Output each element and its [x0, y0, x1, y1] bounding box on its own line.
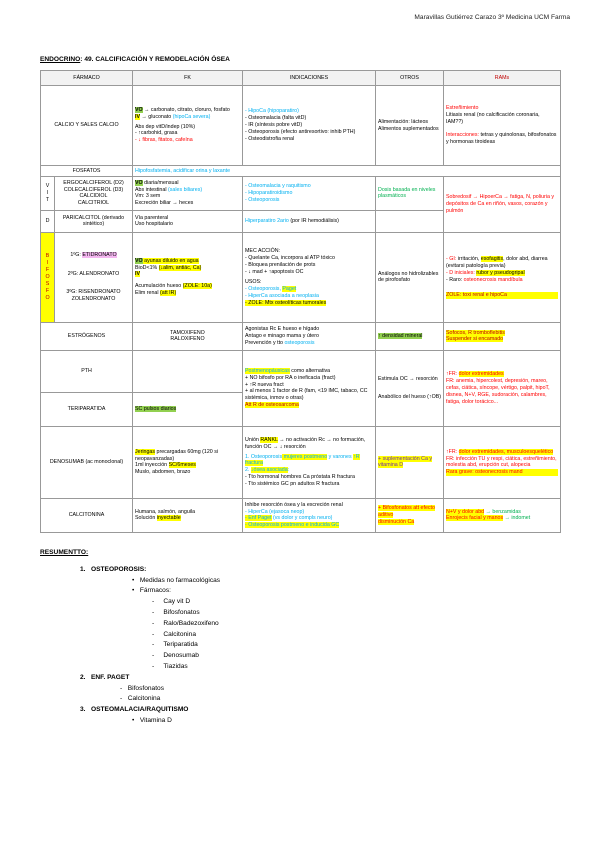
- fk-text: Excreción biliar → heces: [135, 200, 194, 207]
- sub-item: • Fármacos:: [132, 587, 171, 595]
- row-calcio: [41, 86, 561, 166]
- ind-text: Inhibe resorción ósea y la excreción renal: [245, 501, 343, 508]
- drug-name: COLECALCIFEROL (D3): [63, 186, 124, 193]
- ram-text: Sofocos, R tromboflebitis: [446, 329, 505, 336]
- fk-text: 1ml inyección: [135, 462, 169, 469]
- ind-text: - HiperCa asociada a neoplasia: [245, 292, 319, 299]
- ram-text: FR: infección TU y respi, ciática, estreñimiento, molestia abd, erupción cut, alopecia: [446, 455, 557, 469]
- title-rest: : 49. CALCIFICACIÓN Y REMODELACIÓN ÓSEA: [80, 56, 230, 63]
- fk-text: Humana, salmón, anguila: [135, 508, 196, 515]
- ind-text: - ZOLE:: [245, 299, 266, 306]
- ind-text: - IR (síntesis pobre vitD): [245, 122, 303, 129]
- otros-vitd: Dosis basada en niveles plasmáticos: [376, 176, 444, 210]
- fk-vitd: [133, 176, 243, 210]
- ram-text: ZOLE: toxi renal e hipoCa: [446, 292, 558, 299]
- fk-text: Abs dep vitD/indep (10%): [135, 123, 196, 130]
- ram-text: Rara grave:: [446, 469, 476, 476]
- ind-text: Agonistas Rc E hueso e hígado: [245, 326, 320, 333]
- ind-text: - Tto sistémico GC pn adultos R fractura: [245, 481, 340, 488]
- ram-text: dolor extremidades: [458, 371, 504, 378]
- vit-letters: [41, 176, 55, 210]
- ind-text: Postmenopáusicas: [245, 367, 290, 374]
- fk-text: BioD<1%: [135, 264, 159, 271]
- row-denosumab: [41, 426, 561, 498]
- ind-text: - Osteomalacia y raquitismo: [245, 183, 311, 190]
- fk-text: IV: [135, 113, 141, 120]
- fk-text: Elim renal: [135, 290, 161, 297]
- ram-text: esofagitis: [480, 256, 504, 263]
- ind-text: 2.: [245, 467, 251, 474]
- ind-text: como alternativa: [289, 367, 331, 374]
- summary-item-osteoporosis: [40, 565, 220, 576]
- ram-text: Enrojecis facial y manos: [446, 515, 504, 522]
- otros-text: Alimentos suplementados: [378, 125, 439, 132]
- sub-item: - Bifosfonatos: [120, 684, 164, 692]
- fk-text: Jeringas: [135, 448, 156, 455]
- rams-calcitonina: [444, 498, 561, 532]
- fk-text: - ↑carbohid, grasa: [135, 130, 178, 137]
- fk-text: - ↓ fibras, fitatos, cafeína: [135, 137, 193, 144]
- drug-text: Teriparatida: [163, 641, 198, 649]
- sub-text: Calcitonina: [127, 695, 161, 703]
- ram-text: - D iniciales:: [446, 269, 477, 276]
- fk-text: (sales biliares): [167, 186, 203, 193]
- otros-paricalcitol: [376, 210, 444, 232]
- ind-text: mujeres postmeno: [282, 453, 328, 460]
- ind-text: - Osteoporosis,: [245, 285, 283, 292]
- ind-denosumab: [243, 426, 376, 498]
- fk-text: (hipoCa severa): [172, 113, 211, 120]
- sub-item: • Medidas no farmacológicas: [132, 576, 221, 584]
- ind-text: Unión: [245, 436, 261, 443]
- item-number: 2.: [80, 673, 86, 681]
- otros-text: + Bifosfonatos att efecto aditivo: [378, 505, 435, 518]
- ind-text: - HiperCa (ejasoca neop): [245, 508, 305, 515]
- farmaco-denosumab: DENOSUMAB (ac monoclonal): [41, 426, 133, 498]
- ind-text: - Osteoporosis: [245, 196, 280, 203]
- summary-section: [40, 548, 220, 727]
- letter: B: [45, 253, 50, 260]
- ind-text: Paget: [282, 285, 297, 292]
- summary-heading: RESUMENTTO:: [40, 549, 89, 556]
- item-title: OSTEOPOROSIS:: [91, 565, 147, 573]
- farmaco-vitd: [55, 176, 133, 210]
- ind-text: y varones: [327, 453, 354, 460]
- sub-text: Bifosfonatos: [127, 684, 164, 692]
- rams-denosumab: [444, 426, 561, 498]
- fk-teriparatida: [133, 392, 243, 426]
- drug-item: - Bifosfonatos: [152, 608, 200, 616]
- col-header-fk: FK: [133, 71, 243, 86]
- ind-text: + al menos 1 factor de R (fam, <19 IMC, tabaco, CC sistémica, inmov o otras): [245, 388, 368, 402]
- gen-label: 3ºG: RISENDRONATO: [66, 289, 121, 296]
- otros-text: + suplementación Ca y vitamina D: [378, 455, 433, 469]
- ind-text: (vs dolor y compls neuro): [271, 515, 333, 522]
- summary-item-osteomalacia: [40, 705, 220, 716]
- fk-text: inyectable: [156, 515, 181, 522]
- ram-text: Estreñimiento: [446, 105, 479, 112]
- farmaco-calcitonina: CALCITONINA: [41, 498, 133, 532]
- col-header-indicaciones: INDICACIONES: [243, 71, 376, 86]
- document-title: [40, 56, 230, 63]
- ram-text: dolor extremidades, musculoesquelético: [458, 448, 554, 455]
- drug-name: CALCIDIOL: [79, 193, 108, 200]
- ind-text: Mtx osteolíticas tumorales: [265, 299, 327, 306]
- ind-text: ↑R fractura: [245, 453, 360, 467]
- rams-calcio: [444, 86, 561, 166]
- fk-text: Uso hospitalario: [135, 221, 173, 228]
- otros-denosumab: [376, 426, 444, 498]
- fk-text: Vm: 3 sem: [135, 193, 161, 200]
- drug-text: Ralo/Badezoxifeno: [163, 619, 219, 627]
- gen-drug: ETIDRONATO: [82, 251, 117, 258]
- drug-name: TAMOXIFENO: [170, 329, 205, 336]
- letter: I: [46, 260, 49, 267]
- ram-text: irritación,: [456, 256, 481, 263]
- drug-item: - Teriparatida: [152, 641, 198, 649]
- ram-text: N+V y dolor abd: [446, 508, 485, 515]
- fk-text: precargadas 60mg (120 si neopavanzadas): [135, 448, 219, 462]
- page-header: Maravillas Gutiérrez Carazo 3º Medicina UCM Farma: [414, 14, 570, 21]
- ind-text: Att R de osteosarcoma: [245, 402, 299, 409]
- fk-text: diaria/mensual: [142, 179, 179, 186]
- ind-text: + NO bifosfo por RA o ineficacia (fract): [245, 374, 336, 381]
- ind-text: Hiperparatiro 2ario: [245, 217, 291, 224]
- letter: F: [45, 267, 50, 274]
- vit-letter-d: D: [41, 210, 55, 232]
- ind-text: - Osteomalacia (falta vitD): [245, 115, 307, 122]
- fk-text: Muslo, abdomen, brazo: [135, 469, 191, 476]
- title-prefix: ENDOCRINO: [40, 56, 81, 63]
- ram-text: Suspender si encamado: [446, 336, 504, 343]
- ind-text: + ↑R nueva fract: [245, 381, 284, 388]
- ram-text: Interacciones:: [446, 131, 479, 138]
- drug-name: ERGOCALCIFEROL (D2): [63, 179, 124, 186]
- drug-item: - Denosumab: [152, 652, 199, 660]
- ind-bifosfonatos: [243, 232, 376, 322]
- otros-pth: [376, 350, 444, 426]
- otros-calcitonina: [376, 498, 444, 532]
- fk-text: IV: [135, 271, 141, 278]
- drug-item: - Tiazidas: [152, 662, 188, 670]
- drugs-table: [40, 70, 561, 533]
- fk-denosumab: [133, 426, 243, 498]
- otros-text: disminución Ca: [378, 518, 415, 525]
- farmaco-pth: PTH: [41, 350, 133, 392]
- ind-calcio: [243, 86, 376, 166]
- drug-text: Bifosfonatos: [163, 608, 200, 616]
- row-pth: [41, 350, 561, 392]
- farmaco-paricalcitol: PARICALCITOL (derivado sintético): [55, 210, 133, 232]
- otros-text: Anabólico del hueso (↑OB): [378, 394, 442, 401]
- ram-text: FR: anemia, hipercolest, depresión, mareo, cefas, ciática, síncope, vértigo, palpit, hipoT, disnea, N+V, RGE, sudoración, calambres, fatiga, dolor torácico...: [446, 378, 550, 405]
- col-header-otros: OTROS: [376, 71, 444, 86]
- ind-text: - Bloquea prenilación de prots: [245, 262, 316, 269]
- fk-text: SC/6meses: [168, 462, 196, 469]
- ind-text: - Osteoporosis postmeno e inducida GC: [245, 522, 340, 529]
- drug-text: Cay vit D: [163, 598, 191, 606]
- row-bifosfonatos: [41, 232, 561, 322]
- ind-text: - Tto hormonal hombres Ca próstata R fractura: [245, 474, 356, 481]
- ind-text: Osteoporosis: [250, 453, 283, 460]
- fk-text: → gluconato: [140, 113, 173, 120]
- otros-text: ↑ densidad mineral: [378, 332, 423, 339]
- rams-estrogenos: [444, 322, 561, 350]
- fk-text: (↓alim, antiác, Ca): [158, 264, 202, 271]
- row-estrogenos: [41, 322, 561, 350]
- rams-vitd: Sobredosif → HipoerCa → fatiga, N, poliuria y depósitos de Ca en riñón, vasos, corazón y pulmón: [444, 176, 561, 232]
- fk-text: Vía parenteral: [135, 214, 169, 221]
- ram-text: ↑FR:: [446, 448, 459, 455]
- fk-calcio: [133, 86, 243, 166]
- ram-text: tetras y quinolonas, bifosfonatos y hormonas tiroideas: [446, 131, 557, 145]
- otros-calcio: [376, 86, 444, 166]
- fk-text: → carbonato, citrato, cloruro, fosfato: [142, 106, 230, 113]
- ind-text: osteoporosis: [284, 339, 315, 346]
- rams-bifosfonatos: [444, 232, 561, 322]
- gen-drug: ZOLENDRONATO: [71, 296, 116, 303]
- summary-item-paget: [40, 673, 220, 684]
- drug-item: - Calcitonina: [152, 630, 196, 638]
- farmaco-fosfatos: FOSFATOS: [41, 166, 133, 177]
- drug-text: Calcitonina: [163, 630, 196, 638]
- letter: T: [45, 196, 50, 203]
- ind-text: - Quelante Ca, incorpora al ATP tóxico: [245, 255, 335, 262]
- fk-paricalcitol: [133, 210, 243, 232]
- col-header-rams: RAMs: [444, 71, 561, 86]
- drug-item: - Ralo/Badezoxifeno: [152, 619, 219, 627]
- fk-text: Acumulación hueso: [135, 283, 183, 290]
- bifosf-letters: [41, 232, 55, 322]
- fk-text: Abs intestinal: [135, 186, 168, 193]
- letter: F: [45, 287, 50, 294]
- table-header-row: [41, 71, 561, 86]
- item-number: 3.: [80, 706, 86, 714]
- drug-name: RALOXIFENO: [170, 336, 205, 343]
- sub-item: - Calcitonina: [120, 695, 161, 703]
- otros-estrogenos: [376, 322, 444, 350]
- ram-text: rubor y pseudogripal: [476, 269, 525, 276]
- sub-text: Medidas no farmacológicas: [139, 576, 221, 584]
- ind-text: - Enf Paget: [245, 515, 272, 522]
- ind-text: USOS:: [245, 278, 262, 285]
- ind-text: - HipoCa (hipoparatiro): [245, 108, 299, 115]
- ind-text: :: [287, 467, 290, 474]
- ind-text: - Osteoporosis (efecto antiresortivo: inhib PTH): [245, 128, 356, 135]
- item-number: 1.: [80, 565, 86, 573]
- letter: V: [45, 183, 50, 190]
- ind-text: (por IR hemodiálisis): [290, 217, 339, 224]
- farmaco-bifosfonatos: [55, 232, 133, 322]
- ind-text: Prevención y tto: [245, 339, 285, 346]
- ind-text: Antago e minago mama y útero: [245, 332, 319, 339]
- ind-text: - Osteodistrofia renal: [245, 135, 295, 142]
- ram-text: osteonecrosis mandíbula: [463, 276, 523, 283]
- fk-pth: [133, 350, 243, 392]
- ram-text: Litiasis renal (no calcificación coronaria, IAM??): [446, 112, 540, 126]
- ind-text: - Hipoparatiroidismo: [245, 189, 293, 196]
- fk-text: (ZOLE: 10a): [182, 283, 212, 290]
- fk-text: VO: [135, 257, 143, 264]
- ind-text: MEC ACCIÓN:: [245, 248, 281, 255]
- rams-pth: [444, 350, 561, 426]
- ind-text: - ↓ mad + ↑apoptosis OC: [245, 269, 304, 275]
- letter: S: [45, 280, 50, 287]
- fk-text: SC pulsos diarios: [135, 405, 177, 412]
- ind-text: 1.: [245, 453, 251, 460]
- ind-text: → no activación Rc → no formación, función OC → ↓ resorción: [245, 436, 366, 450]
- col-header-farmaco: FÁRMACO: [41, 71, 133, 86]
- drug-item: - Cay vit D: [152, 598, 191, 606]
- fk-text: VO: [135, 106, 143, 113]
- row-vitd: [41, 176, 561, 210]
- sub-text: Fármacos:: [139, 587, 171, 595]
- row-calcitonina: [41, 498, 561, 532]
- gen-label: 1ºG:: [70, 251, 83, 258]
- ind-paricalcitol: [243, 210, 376, 232]
- ram-text: , dolor abd, diarrea (evitarsi patología previa): [446, 256, 548, 270]
- ram-text: → benzamidas: [484, 508, 521, 515]
- ind-calcitonina: [243, 498, 376, 532]
- fosfatos-text: Hipofosfatemia, acidificar orina y laxante: [133, 166, 561, 177]
- drug-text: Denosumab: [163, 652, 199, 660]
- drug-text: Tiazidas: [163, 662, 188, 670]
- fk-text: VO: [135, 179, 143, 186]
- ram-text: osteonecrosis mand: [475, 469, 523, 476]
- ind-estrogenos: [243, 322, 376, 350]
- letter: O: [45, 294, 50, 301]
- ind-pth: [243, 350, 376, 426]
- ind-text: ↓ósea asociada: [250, 467, 288, 474]
- ind-vitd: [243, 176, 376, 210]
- ind-text: RANKL: [260, 436, 278, 443]
- farmaco-calcio: CALCIO Y SALES CALCIO: [41, 86, 133, 166]
- gen-label: 2ºG: ALENDRONATO: [67, 270, 120, 277]
- otros-text: Alimentación: lácteos: [378, 118, 429, 125]
- row-fosfatos: [41, 166, 561, 177]
- otros-bifosfonatos: Análogos no hidrolizables de pirofosfato: [376, 232, 444, 322]
- farmaco-estrogenos: ESTRÓGENOS: [41, 322, 133, 350]
- letter: I: [46, 189, 49, 196]
- fk-text: ayunas diluido en agua: [142, 257, 199, 264]
- sub-item: • Vitamina D: [132, 716, 172, 724]
- drug-name: CALCITRIOL: [77, 200, 110, 207]
- item-title: OSTEOMALACIA/RAQUITISMO: [91, 706, 189, 714]
- item-title: ENF. PAGET: [91, 673, 130, 681]
- fk-text: (att IR): [160, 290, 177, 297]
- fk-bifosfonatos: [133, 232, 243, 322]
- ram-text: - Raro:: [446, 276, 464, 283]
- otros-text: Estimula OC → resorción: [378, 375, 438, 382]
- ram-text: → indomet: [503, 515, 531, 522]
- farmaco-teriparatida: TERIPARATIDA: [41, 392, 133, 426]
- ram-text: ↑FR:: [446, 371, 459, 378]
- fk-calcitonina: [133, 498, 243, 532]
- fk-text: Solución: [135, 515, 157, 522]
- letter: O: [45, 273, 50, 280]
- ram-text: - GI:: [446, 256, 457, 263]
- sub-text: Vitamina D: [139, 716, 172, 724]
- fk-estrogenos: [133, 322, 243, 350]
